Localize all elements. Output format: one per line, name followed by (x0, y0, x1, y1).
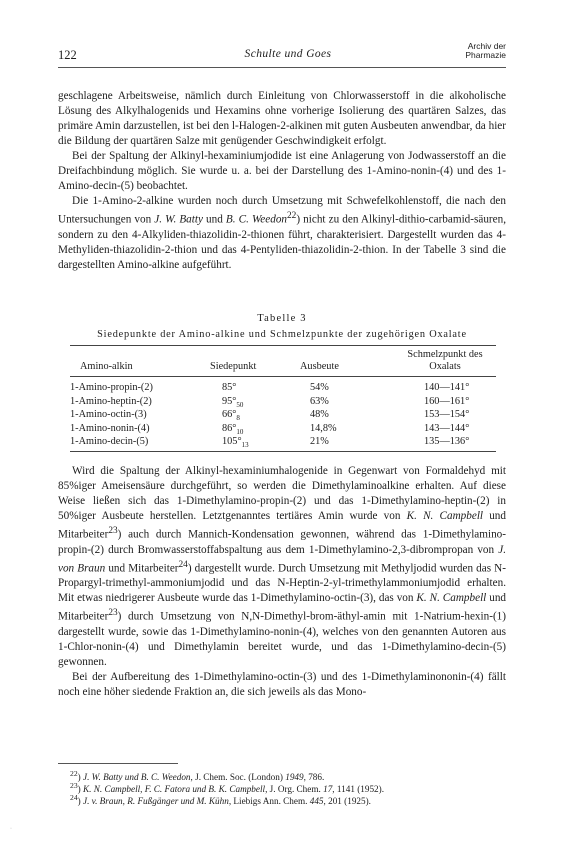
table-cell-yield: 54% (310, 382, 329, 393)
table-cell-name: 1-Amino-decin-(5) (70, 436, 149, 447)
footnote-authors: K. N. Campbell, F. C. Fatora und B. K. Campbell (83, 784, 266, 795)
body-text-top (58, 89, 506, 273)
pressure-subscript: 50 (236, 400, 244, 409)
table-cell-melting-point: 143—144° (424, 422, 470, 434)
paragraph-mannich (58, 464, 506, 670)
text-segment: und (202, 213, 226, 226)
table-cell-yield: 14,8% (310, 422, 337, 434)
reference-marker: 24 (178, 559, 188, 570)
footnote-number: 23 (70, 781, 78, 790)
footnote-number: 24 (70, 793, 78, 802)
table-cell-yield: 48% (310, 409, 329, 420)
table-cell-melting-point: 153—154° (424, 409, 470, 420)
text-segment: ) durch Umsetzung von N,N-Dimethyl-brom-äthyl-amin mit 1-Natrium-hexin-(1) dargestellt wurde, sowie das 1-Dimethylamino-nonin-(4), welches von den genannten Autoren aus 1-Chlor-nonin-(4) und Dimethylamin bereitet wurde, und das 1-Dimethylamino-decin-(5) gewonnen. (58, 611, 506, 669)
table-cell-name: 1-Amino-heptin-(2) (70, 395, 152, 407)
paragraph-last: Bei der Aufbereitung des 1-Dimethylamino-octin-(3) und des 1-Dimethylaminononin-(4) fällt noch eine höher siedende Fraktion an, die sich jeweils als das Mono- (58, 671, 506, 699)
text-segment: und Mitarbeiter (58, 510, 506, 541)
table-cell-name: 1-Amino-octin-(3) (70, 409, 147, 420)
footnote-year: 1949 (285, 772, 304, 783)
boiling-point-value: 66° (222, 409, 237, 420)
table-caption: Tabelle 3 (257, 313, 307, 324)
paragraph-continuation: geschlagene Arbeitsweise, nämlich durch Einleitung von Chlorwasserstoff in die alkoholische Lösung des Alkylhalogenids und Hexamins ohne vorherige Isolierung des quartären Salzes, das primäre Amin darzustellen, ist bei den l-Halogen-2-alkinen mit guten Ausbeuten anwendbar, da hier die Bildung der quartären Salze mit genügender Geschwindigkeit erfolgt. (58, 90, 506, 147)
text-segment: ) dargestellt wurde. Durch Umsetzung mit Methyljodid wurden das N-Propargyl-trimethyl-ammoniumjodid und das N-Heptin-2-yl-trimethylammoniumjodid erhalten. Mit etwas niedrigerer Ausbeute wurde das 1-Dimethylamino-octin-(3), das von (58, 562, 506, 605)
table-cell-melting-point: 135—136° (424, 436, 470, 447)
text-segment: ) (77, 772, 84, 783)
table-top-rule (70, 345, 496, 346)
boiling-point-value: 85° (222, 382, 237, 393)
table-cell-name: 1-Amino-propin-(2) (70, 382, 153, 393)
footnote-year: 445 (309, 796, 324, 807)
page-number: 122 (58, 48, 77, 62)
table-header-amino-alkin: Amino-alkin (80, 361, 133, 372)
author-name: J. W. Batty (154, 213, 203, 226)
table-header-schmelzpunkt: Schmelzpunkt des (407, 349, 483, 360)
text-segment: und Mitarbeiter (58, 592, 506, 624)
footnote-number: 22 (70, 769, 78, 778)
footnote-authors: J. W. Batty und B. C. Weedon (83, 772, 191, 783)
reference-marker: 22 (287, 211, 297, 221)
journal-name (465, 42, 506, 60)
text-segment: ) auch durch Mannich-Kondensation gewonnen, während das 1-Dimethylamino-propin-(2) durch Bromwasserstoffabspaltung aus dem 1-Dimethylamino-2,3-dibrompropan von (58, 528, 506, 556)
journal-name-line1: Archiv der (467, 41, 506, 51)
boiling-point-value: 86° (222, 422, 237, 434)
table-header-oxalats: Oxalats (429, 361, 461, 372)
text-segment: ) (77, 784, 84, 795)
footnote-authors: J. v. Braun, R. Fußgänger und M. Kühn (83, 796, 229, 807)
author-name: K. N. Campbell (406, 510, 484, 522)
author-name: B. C. Weedon (225, 213, 288, 226)
footnote-tail: , 201 (1925). (323, 796, 371, 807)
reference-marker: 23 (108, 526, 118, 536)
table-cell-name: 1-Amino-nonin-(4) (70, 422, 150, 434)
pressure-subscript: 10 (236, 427, 244, 436)
footnote-tail: , 786. (303, 772, 325, 783)
text-segment: ) (77, 796, 84, 807)
boiling-point-value: 105° (222, 436, 242, 447)
table-cell-melting-point: 140—141° (424, 382, 470, 393)
boiling-point-value: 95° (222, 395, 237, 407)
table-cell-yield: 21% (310, 436, 329, 447)
pressure-subscript: 13 (241, 441, 249, 450)
footnote-source: , J. Chem. Soc. (London) (190, 772, 286, 783)
table-subtitle: Siedepunkte der Amino-alkine und Schmelzpunkte der zugehörigen Oxalate (97, 329, 467, 340)
footnote-source: , J. Org. Chem. (265, 784, 324, 795)
journal-name-line2: Pharmazie (465, 50, 506, 60)
paragraph-dithio (58, 194, 506, 273)
footnote-tail: , 1141 (1952). (332, 784, 385, 795)
table-cell-boiling-point (222, 435, 249, 452)
table-bottom-rule (70, 451, 496, 452)
paragraph-iodide: Bei der Spaltung der Alkinyl-hexaminiumjodide ist eine Anlagerung von Jodwasserstoff an die Dreifachbindung möglich. Sie wurde u. a. bei der Darstellung des 1-Amino-nonin-(4) und des 1-Amino-decin-(5) beobachtet. (58, 150, 506, 192)
author-name: K. N. Campbell (416, 592, 487, 605)
text-segment: Die 1-Amino-2-alkine wurden noch durch Umsetzung mit Schwefelkohlenstoff, die nach den Untersuchungen von (58, 195, 506, 226)
pressure-subscript: 8 (236, 414, 240, 423)
footnote-rule (58, 763, 178, 764)
footnote (70, 792, 510, 807)
footnote-source: , Liebigs Ann. Chem. (228, 796, 310, 807)
text-segment: ) nicht zu den Alkinyl-dithio-carbamid-säuren, sondern zu den 4-Alkyliden-thiazolidin-2-thionen führt, charakterisiert. Dargestellt wurden das 4-Methyliden-thiazolidin-2-thion und das 4-Pentyliden-thiazolidin-2-thion. In der Tabelle 3 sind die dargestellten Amino-alkine aufgeführt. (58, 213, 506, 271)
table-header-ausbeute: Ausbeute (300, 361, 339, 372)
table-header-rule (70, 376, 496, 377)
header-rule (58, 67, 506, 68)
body-text-bottom (58, 464, 506, 700)
table-cell-yield: 63% (310, 395, 329, 407)
table-header-siedepunkt: Siedepunkt (210, 361, 257, 372)
margin-mark: · (10, 826, 12, 832)
text-segment: Wird die Spaltung der Alkinyl-hexaminiumhalogenide in Gegenwart von Formaldehyd mit 85%iger Ameisensäure durchgeführt, so werden die Dimethylaminoalkine erhalten. Auf diese Weise ließen sich das 1-Dimethylamino-propin-(2) und das 1-Dimethylamino-heptin-(2) in 50%iger Ausbeute herstellen. Letztgenanntes tertiäres Amin wurde von (58, 465, 506, 522)
author-name: J. von Braun (58, 543, 506, 575)
text-segment: und Mitarbeiter (105, 562, 179, 575)
table-cell-melting-point: 160—161° (424, 395, 470, 407)
running-title: Schulte und Goes (244, 48, 332, 60)
reference-marker: 23 (108, 608, 118, 619)
footnote-year: 17 (323, 784, 333, 795)
